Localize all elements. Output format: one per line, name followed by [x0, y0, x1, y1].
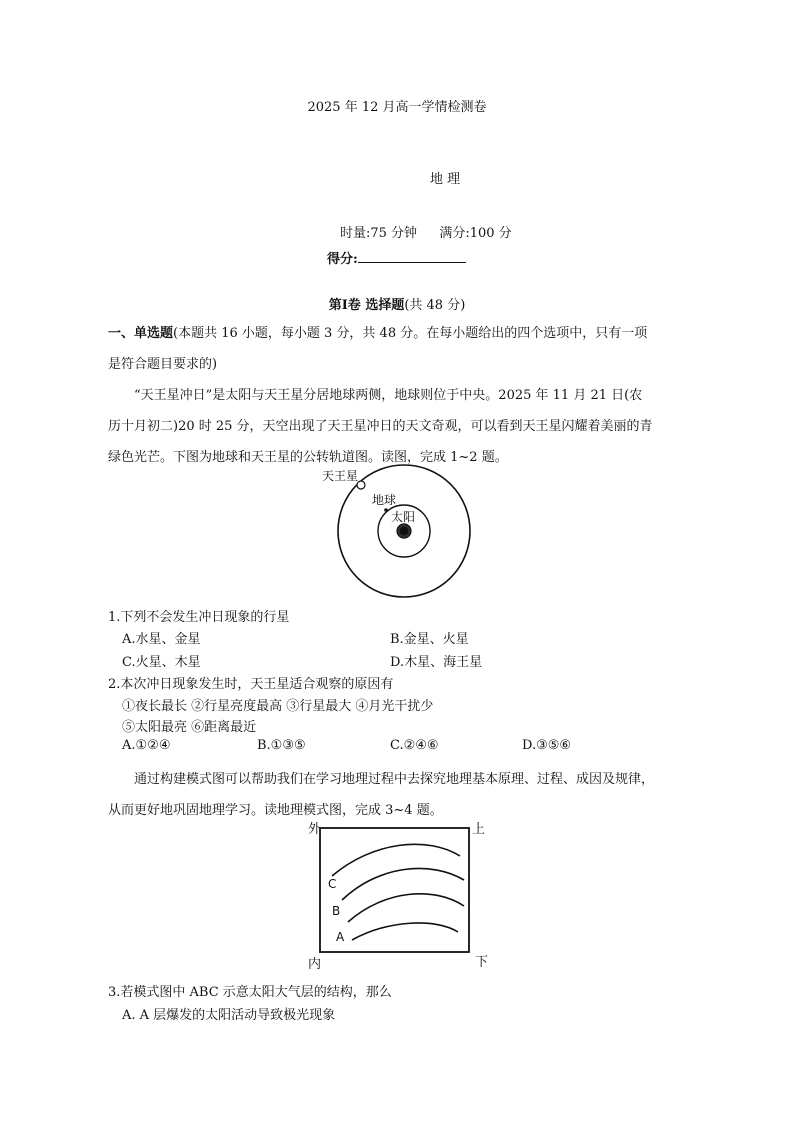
q2-reasons-2: ⑤太阳最亮 ⑥距离最近 — [122, 720, 257, 735]
q1-option-a[interactable]: A.水星、金星 — [122, 632, 201, 647]
q1-option-b[interactable]: B.金星、火星 — [390, 632, 469, 647]
q1-option-d[interactable]: D.木星、海王星 — [390, 655, 483, 670]
curve-b — [348, 894, 464, 922]
q3-option-a[interactable]: A. A 层爆发的太阳活动导致极光现象 — [122, 1008, 336, 1023]
score-field-label: 得分: — [327, 252, 358, 267]
q2-stem: 2.本次冲日现象发生时，天王星适合观察的原因有 — [108, 677, 394, 692]
part1-title: 第Ⅰ卷 选择题 — [328, 298, 405, 313]
q2-option-b[interactable]: B.①③⑤ — [257, 738, 306, 753]
q3-stem: 3.若模式图中 ABC 示意太阳大气层的结构，那么 — [108, 985, 392, 1000]
q2-reasons-1: ①夜长最长 ②行星亮度最高 ③行星最大 ④月光干扰少 — [122, 699, 434, 714]
part1-note: (共 48 分) — [404, 298, 466, 313]
full-score: 满分:100 分 — [439, 226, 512, 241]
label-up: 上 — [472, 822, 486, 837]
label-a: A — [336, 930, 345, 944]
subject-title: 地 理 — [430, 172, 461, 187]
label-down: 下 — [475, 955, 489, 970]
q2-option-d[interactable]: D.③⑤⑥ — [522, 738, 572, 753]
earth-planet — [384, 508, 388, 512]
q2-option-a[interactable]: A.①②④ — [122, 738, 171, 753]
q1-option-c[interactable]: C.火星、木星 — [122, 655, 201, 670]
exam-info — [340, 222, 512, 241]
section1-instructions: 一、单选题(本题共 16 小题，每小题 3 分，共 48 分。在每小题给出的四个选项中，只有一项 是符合题目要求的) — [108, 326, 648, 372]
label-b: B — [332, 904, 341, 918]
part1-heading — [0, 294, 794, 313]
sun-core — [400, 527, 409, 536]
uranus-planet — [357, 481, 365, 489]
earth-label: 地球 — [372, 493, 397, 507]
score-field — [327, 248, 466, 267]
passage1: “天王星冲日”是太阳与天王星分居地球两侧，地球则位于中央。2025 年 11 月 21 日(农 历十月初二)20 时 25 分，天空出现了天王星冲日的天文奇观，可以看到天王星闪耀着美丽的青 绿色光芒。下图为地球和天王星的公转轨道图。读图，完成 1~2 题。 — [108, 388, 653, 465]
passage2: 通过构建模式图可以帮助我们在学习地理过程中去探究地理基本原理、过程、成因及规律， 从而更好地巩固地理学习。读地理模式图，完成 3~4 题。 — [108, 772, 655, 818]
q1-stem: 1.下列不会发生冲日现象的行星 — [108, 610, 290, 625]
curve-a — [352, 923, 458, 940]
score-blank[interactable] — [358, 248, 466, 263]
time-limit: 时量:75 分钟 — [340, 226, 418, 241]
orbit-diagram — [318, 464, 488, 604]
section1-title: 一、单选题 — [108, 326, 174, 341]
label-inner: 内 — [308, 957, 322, 972]
uranus-label: 天王星 — [322, 469, 359, 483]
sun-label: 太阳 — [391, 510, 416, 524]
label-outer: 外 — [308, 822, 322, 837]
exam-title: 2025 年 12 月高一学情检测卷 — [307, 100, 487, 115]
q2-option-c[interactable]: C.②④⑥ — [390, 738, 439, 753]
label-c: C — [328, 877, 337, 891]
